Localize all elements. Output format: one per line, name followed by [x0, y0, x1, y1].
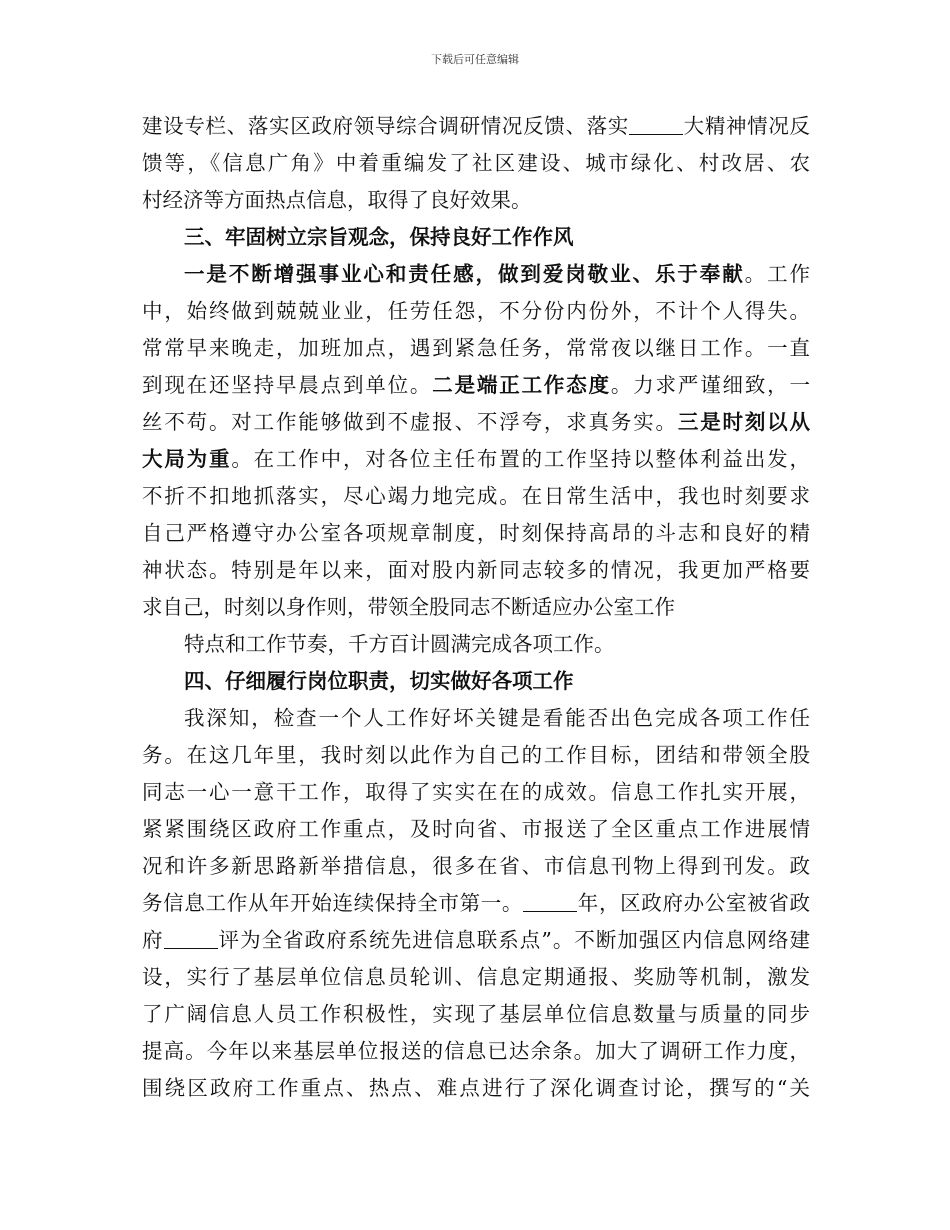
text-segment: 建设专栏、落实区政府领导综合调研情况反馈、落实 [142, 114, 629, 138]
text-segment: 评为全省政府系统先进信息联系点”。不断加强区内信息网络建 [217, 928, 811, 952]
text-line-9 [142, 404, 810, 441]
text-line-5 [142, 256, 810, 293]
text-line-10 [142, 441, 810, 478]
text-line-11: 不折不扣地抓落实，尽心竭力地完成。在日常生活中，我也时刻要求 [142, 484, 810, 508]
text-line-26: 提高。今年以来基层单位报送的信息已达余条。加大了调研工作力度， [142, 1039, 810, 1063]
text-line-19: 同志一心一意干工作，取得了实实在在的成效。信息工作扎实开展， [142, 780, 810, 804]
text-line-25: 了广阔信息人员工作积极性，实现了基层单位信息数量与质量的同步 [142, 1002, 810, 1026]
text-line-12: 自己严格遵守办公室各项规章制度，时刻保持高昂的斗志和良好的精 [142, 521, 810, 545]
text-segment: 大精神情况反 [682, 114, 811, 138]
text-segment: 府 [142, 928, 164, 952]
text-segment: 丝不苟。对工作能够做到不虚报、不浮夸，求真务实。 [142, 410, 678, 434]
text-line-3: 村经济等方面热点信息，取得了良好效果。 [142, 188, 532, 212]
fill-blank [629, 112, 683, 135]
text-line-18: 务。在这几年里，我时刻以此作为自己的工作目标，团结和带领全股 [142, 743, 810, 767]
text-line-2: 馈等，《信息广角》中着重编发了社区建设、城市绿化、村改居、农 [142, 151, 810, 175]
text-line-15: 特点和工作节奏，千方百计圆满完成各项工作。 [184, 632, 615, 656]
text-line-8 [142, 367, 810, 404]
bold-segment: 二是端正工作态度 [432, 373, 611, 397]
text-segment: 。力求严谨细致，一 [610, 373, 811, 397]
section-heading-3: 三、牢固树立宗旨观念，保持良好工作作风 [184, 225, 574, 249]
bold-segment: 一是不断增强事业心和责任感，做到爱岗敬业、乐于奉献 [184, 262, 745, 286]
text-line-7: 常常早来晚走，加班加点，遇到紧急任务，常常夜以继日工作。一直 [142, 336, 810, 360]
text-line-24: 设，实行了基层单位信息员轮训、信息定期通报、奖励等机制，激发 [142, 965, 810, 989]
text-line-23 [142, 922, 810, 959]
text-line-21: 况和许多新思路新举措信息，很多在省、市信息刊物上得到刊发。政 [142, 854, 810, 878]
text-line-20: 紧紧围绕区政府工作重点，及时向省、市报送了全区重点工作进展情 [142, 817, 810, 841]
text-segment: 。工作 [744, 262, 811, 286]
text-segment: 到现在还坚持早晨点到单位。 [142, 373, 433, 397]
text-segment: 年，区政府办公室被省政 [577, 891, 811, 915]
page-header: 下载后可任意编辑 [431, 53, 519, 66]
text-line-27: 围绕区政府工作重点、热点、难点进行了深化调查讨论，撰写的“关 [142, 1076, 810, 1100]
fill-blank [164, 926, 218, 949]
document-body [142, 108, 810, 1107]
text-line-17: 我深知，检查一个人工作好坏关键是看能否出色完成各项工作任 [184, 706, 810, 730]
text-line-1 [142, 108, 810, 145]
text-line-6: 中，始终做到兢兢业业，任劳任怨，不分份内份外，不计个人得失。 [142, 299, 810, 323]
fill-blank [523, 889, 577, 912]
section-heading-4: 四、仔细履行岗位职责，切实做好各项工作 [184, 669, 574, 693]
text-line-14: 求自己，时刻以身作则，带领全股同志不断适应办公室工作 [142, 595, 675, 619]
text-line-22 [142, 885, 810, 922]
text-segment: 务信息工作从年开始连续保持全市第一。 [142, 891, 524, 915]
bold-segment: 三是时刻以从 [677, 410, 811, 434]
text-line-13: 神状态。特别是年以来，面对股内新同志较多的情况，我更加严格要 [142, 558, 810, 582]
text-segment: 。在工作中，对各位主任布置的工作坚持以整体利益出发， [231, 447, 811, 471]
bold-segment: 大局为重 [142, 447, 232, 471]
